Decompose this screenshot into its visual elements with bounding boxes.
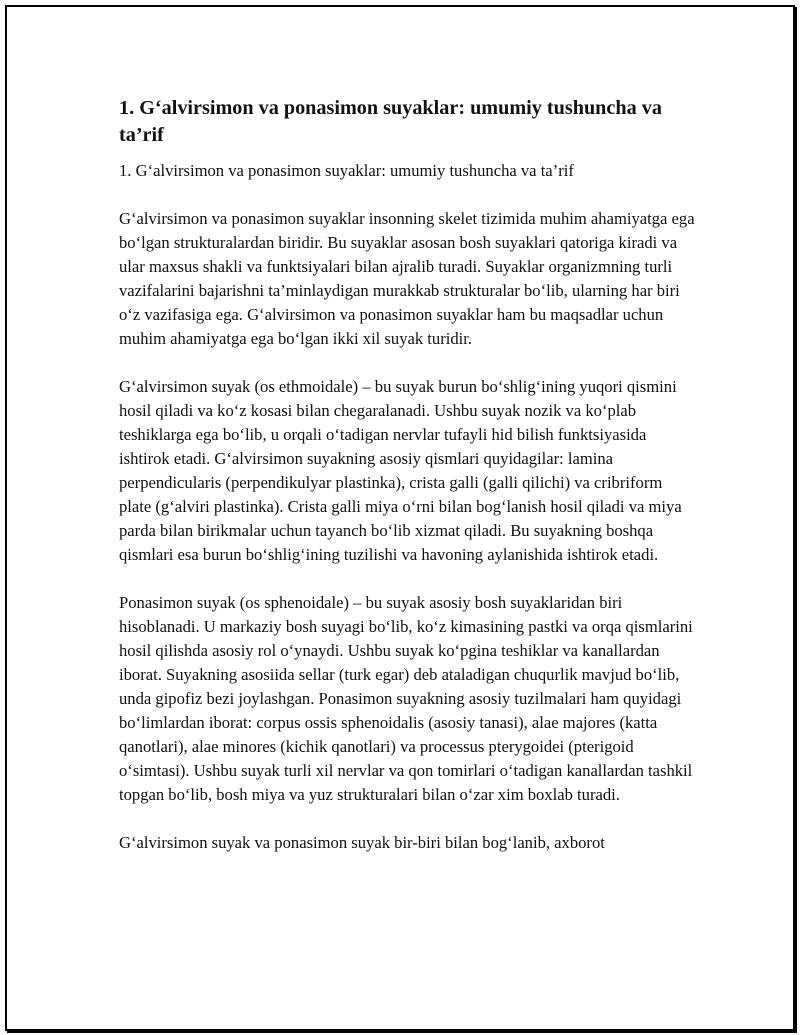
document-heading: 1. G‘alvirsimon va ponasimon suyaklar: umumiy tushuncha va ta’rif bbox=[119, 97, 662, 146]
paragraph-sphenoid: Ponasimon suyak (os sphenoidale) – bu suyak asosiy bosh suyaklaridan biri hisoblanadi. U markaziy bosh suyagi bo‘lib, ko‘z kimasining pastki va orqa qismlarini hosil qilishda asosiy rol o‘ynaydi. Ushbu suyak ko‘pgina teshiklar va kanallardan iborat. Suyakning asosiida sellar (turk egar) deb ataladigan chuqurlik mavjud bo‘lib, unda gipofiz bezi joylashgan. Ponasimon suyakning asosiy tuzilmalari ham quyidagi bo‘limlardan iborat: corpus ossis sphenoidalis (asosiy tanasi), alae majores (katta qanotlari), alae minores (kichik qanotlari) va processus pterygoidei (pterigoid o‘simtasi). Ushbu suyak turli xil nervlar va qon tomirlari o‘tadigan kanallardan tashkil topgan bo‘lib, bosh miya va yuz strukturalari bilan o‘zar xim boxlab turadi. bbox=[119, 593, 693, 804]
paragraph-intro: G‘alvirsimon va ponasimon suyaklar insonning skelet tizimida muhim ahamiyatga ega bo‘lgan strukturalardan biridir. Bu suyaklar asosan bosh suyaklari qatoriga kiradi va ular maxsus shakli va funktsiyalari bilan ajralib turadi. Suyaklar organizmning turli vazifalarini bajarishni ta’minlaydigan murakkab strukturalar bo‘lib, ularning har biri o‘z vazifasiga ega. G‘alvirsimon va ponasimon suyaklar ham bu maqsadlar uchun muhim ahamiyatga ega bo‘lgan ikki xil suyak turidir. bbox=[119, 209, 695, 348]
document-body bbox=[119, 95, 695, 879]
paragraph-connection: G‘alvirsimon suyak va ponasimon suyak bir-biri bilan bog‘lanib, axborot bbox=[119, 833, 605, 852]
document-subheading: 1. G‘alvirsimon va ponasimon suyaklar: umumiy tushuncha va ta’rif bbox=[119, 161, 574, 180]
paragraph-ethmoid: G‘alvirsimon suyak (os ethmoidale) – bu suyak burun bo‘shlig‘ining yuqori qismini hosil qiladi va ko‘z kosasi bilan chegaralanadi. Ushbu suyak nozik va ko‘plab teshiklarga ega bo‘lib, u orqali o‘tadigan nervlar tufayli hid bilish funktsiyasida ishtirok etadi. G‘alvirsimon suyakning asosiy qismlari quyidagilar: lamina perpendicularis (perpendikulyar plastinka), crista galli (galli qilichi) va cribriform plate (g‘alviri plastinka). Crista galli miya o‘rni bilan bog‘lanish hosil qiladi va miya parda bilan birikmalar uchun tayanch bo‘lib xizmat qiladi. Bu suyakning boshqa qismlari esa burun bo‘shlig‘ining tuzilishi va havoning aylanishida ishtirok etadi. bbox=[119, 377, 682, 564]
document-page bbox=[5, 5, 795, 1031]
